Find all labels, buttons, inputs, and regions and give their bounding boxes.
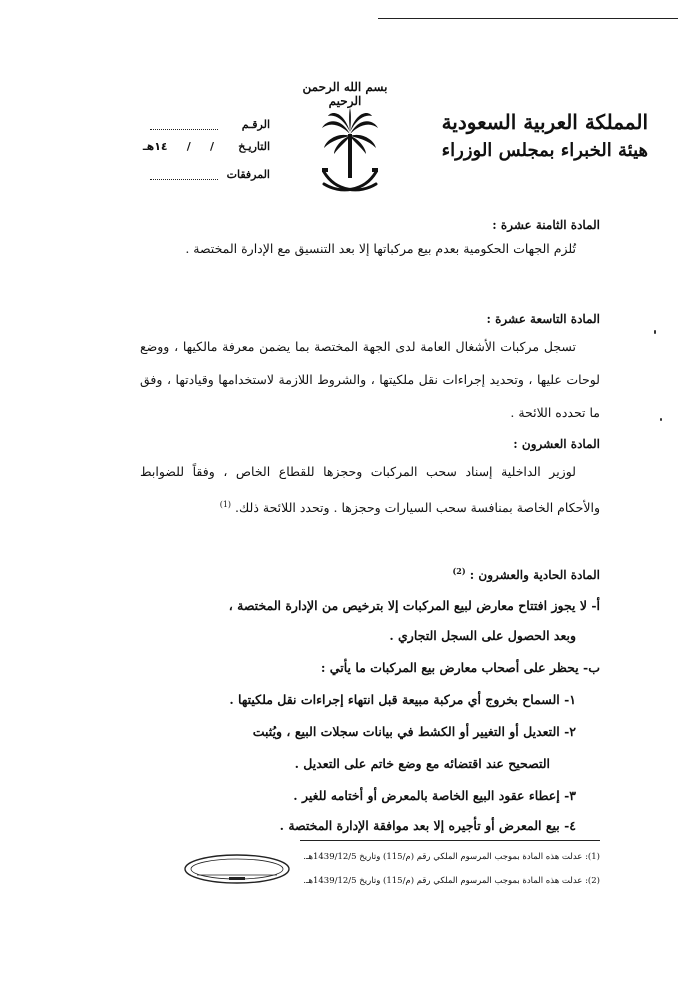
attachments-label: المرفقات [226,168,270,181]
article-21-sub-2-line1: ٢- التعديل أو التغيير أو الكشط في بيانات سجلات البيع ، ويُثبت [252,724,576,739]
article-21-item-a-line2: وبعد الحصول على السجل التجاري . [389,628,576,643]
footnote-1: (1): عدلت هذه المادة بموجب المرسوم الملكي رقم (م/115) وتاريخ 1439/12/5هـ. [303,852,600,862]
scan-speck [654,330,656,334]
article-21-sub-2-line2: التصحيح عند اقتضائه مع وضع خاتم على التعديل . [294,756,550,771]
bureau-title: هيئة الخبراء بمجلس الوزراء [441,140,648,161]
article-20-heading: المادة العشرون : [513,437,600,451]
article-21-sub-3: ٣- إعطاء عقود البيع الخاصة بالمعرض أو أختامه للغير . [293,788,576,803]
saudi-emblem-icon [320,108,380,200]
article-19-text: تسجل مركبات الأشغال العامة لدى الجهة المختصة بما يضمن معرفة مالكيها ، ووضع لوحات عليها ، وتحديد إجراءات نقل ملكيتها ، والشروط اللازمة لاستخدامها وقيادتها ، وفق ما تحدده اللائحة . [140,339,600,420]
kingdom-title: المملكة العربية السعودية [441,110,648,134]
footnote-2: (2): عدلت هذه المادة بموجب المرسوم الملكي رقم (م/115) وتاريخ 1439/12/5هـ. [303,876,600,886]
footnote-ref-2: (2) [452,566,466,576]
article-21-heading: المادة الحادية والعشرون : $^{(2)}$ [452,566,600,582]
article-21-sub-1: ١- السماح بخروج أي مركبة مبيعة قبل انتهاء إجراءات نقل ملكيتها . [229,692,576,707]
top-rule [378,18,678,19]
article-21-sub-4: ٤- بيع المعرض أو تأجيره إلا بعد موافقة الإدارة المختصة . [279,818,576,833]
date-label: التاريـخ [238,140,270,153]
footnote-rule [300,840,600,841]
scan-speck [660,418,662,421]
article-21-item-b: ب- يحظر على أصحاب معارض بيع المركبات ما يأتي : [320,660,600,675]
article-19-heading: المادة التاسعة عشرة : [486,312,600,326]
article-21-item-a-line1: أ- لا يجوز افتتاح معارض لبيع المركبات إلا بترخيص من الإدارة المختصة ، [228,598,600,613]
article-20-text: لوزير الداخلية إسناد سحب المركبات وحجزها للقطاع الخاص ، وفقاً للضوابط والأحكام الخاصة بمنافسة سحب السيارات وحجزها . وتحدد اللائحة ذلك. $^{(1)}$ [140,464,600,516]
official-stamp-icon [183,853,291,885]
article-18-heading: المادة الثامنة عشرة : [492,218,600,232]
basmala: بسم الله الرحمن الرحيم [302,80,388,108]
date-value: / / ١٤هـ [142,140,214,153]
article-18-text: تُلزم الجهات الحكومية بعدم بيع مركباتها إلا بعد التنسيق مع الإدارة المختصة . [185,241,576,256]
reference-label: الرقـم [241,118,270,131]
footnote-ref-1: (1) [219,500,232,509]
